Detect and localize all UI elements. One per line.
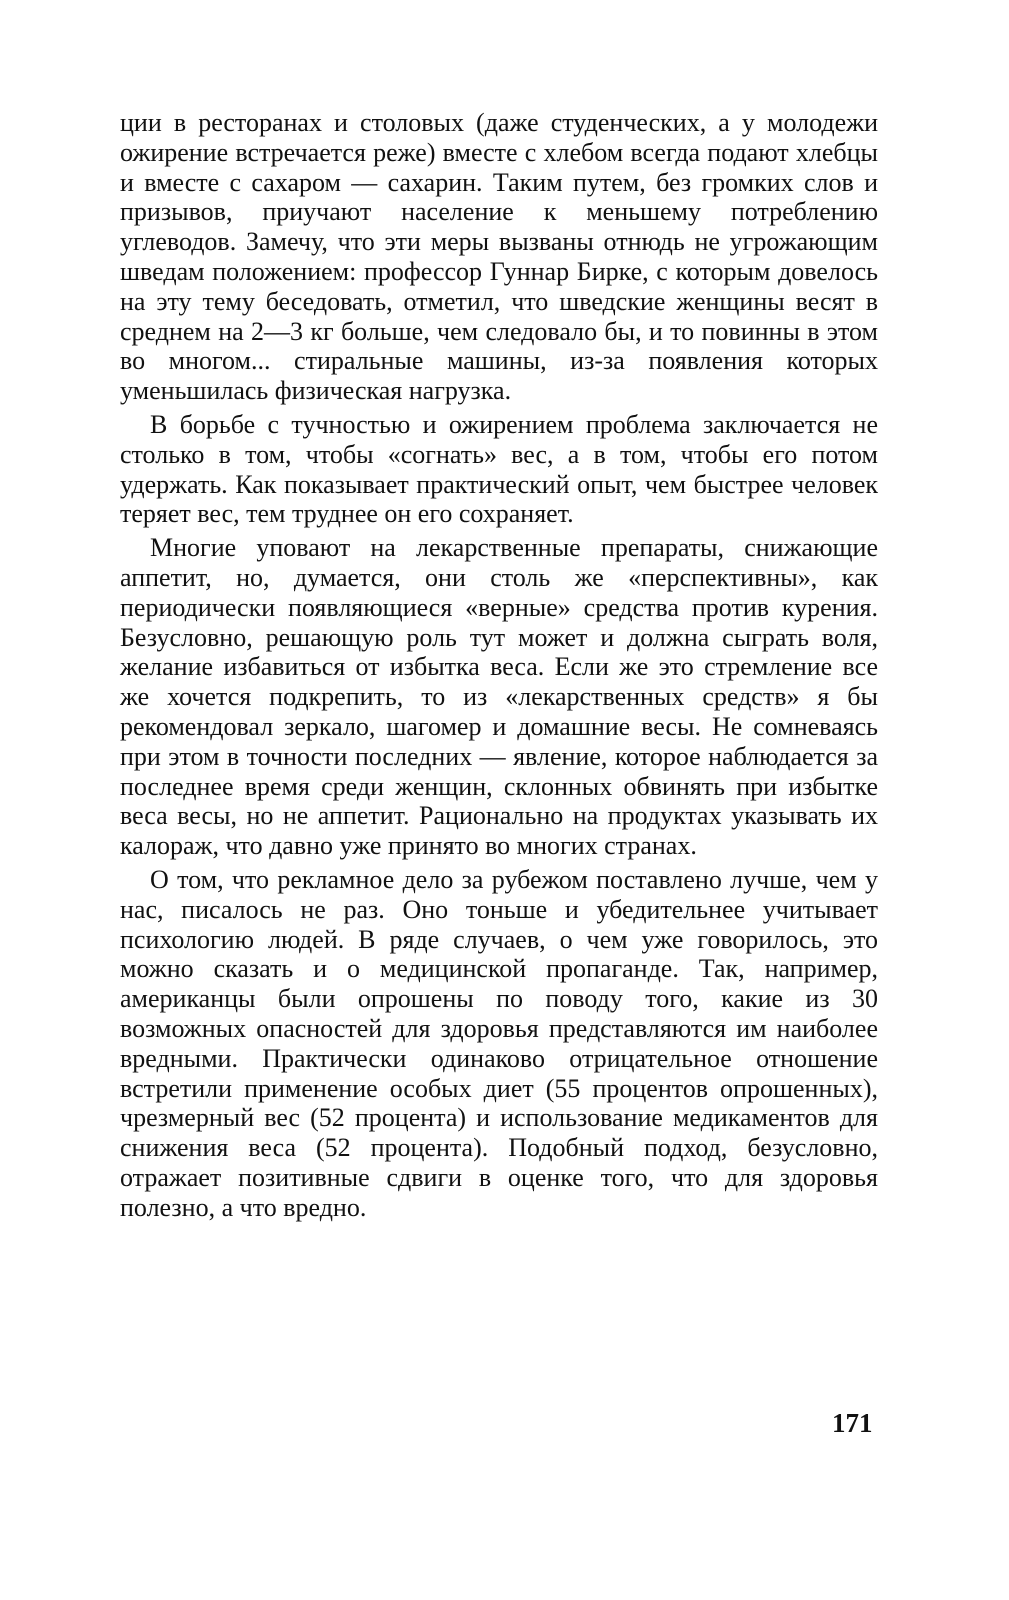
paragraph-continuation: ции в ресторанах и столовых (даже студенческих, а у молодежи ожирение встречается реже) вместе с хлебом всегда подают хлебцы и вместе с сахаром — сахарин. Таким путем, без громких слов и призывов, приучают население к меньшему потреблению углеводов. Замечу, что эти меры вызваны отнюдь не угрожающим шведам положением: профессор Гуннар Бирке, с которым довелось на эту тему беседовать, отметил, что шведские женщины весят в среднем на 2—3 кг больше, чем следовало бы, и то повинны в этом во многом... стиральные машины, из-за появления которых уменьшилась физическая нагрузка. (120, 108, 878, 406)
book-page-text (120, 108, 878, 1226)
page-number: 171 (832, 1408, 873, 1438)
paragraph-weight-retention: В борьбе с тучностью и ожирением проблема заключается не столько в том, чтобы «согнать» вес, а в том, чтобы его потом удержать. Как показывает практический опыт, чем быстрее человек теряет вес, тем труднее он его сохраняет. (120, 409, 878, 529)
paragraph-medication: Многие уповают на лекарственные препараты, снижающие аппетит, но, думается, они столь же «перспективны», как периодически появляющиеся «верные» средства против курения. Безусловно, решающую роль тут может и должна сыграть воля, желание избавиться от избытка веса. Если же это стремление все же хочется подкрепить, то из «лекарственных средств» я бы рекомендовал зеркало, шагомер и домашние весы. Не сомневаясь при этом в точности последних — явление, которое наблюдается за последнее время среди женщин, склонных обвинять при избытке веса весы, но не аппетит. Рационально на продуктах указывать их калораж, что давно уже принято во многих странах. (120, 533, 878, 861)
paragraph-advertising: О том, что рекламное дело за рубежом поставлено лучше, чем у нас, писалось не раз. Оно тоньше и убедительнее учитывает психологию людей. В ряде случаев, о чем уже говорилось, это можно сказать и о медицинской пропаганде. Так, например, американцы были опрошены по поводу того, какие из 30 возможных опасностей для здоровья представляются им наиболее вредными. Практически одинаково отрицательное отношение встретили применение особых диет (55 процентов опрошенных), чрезмерный вес (52 процента) и использование медикаментов для снижения веса (52 процента). Подобный подход, безусловно, отражает позитивные сдвиги в оценке того, что для здоровья полезно, а что вредно. (120, 864, 878, 1222)
